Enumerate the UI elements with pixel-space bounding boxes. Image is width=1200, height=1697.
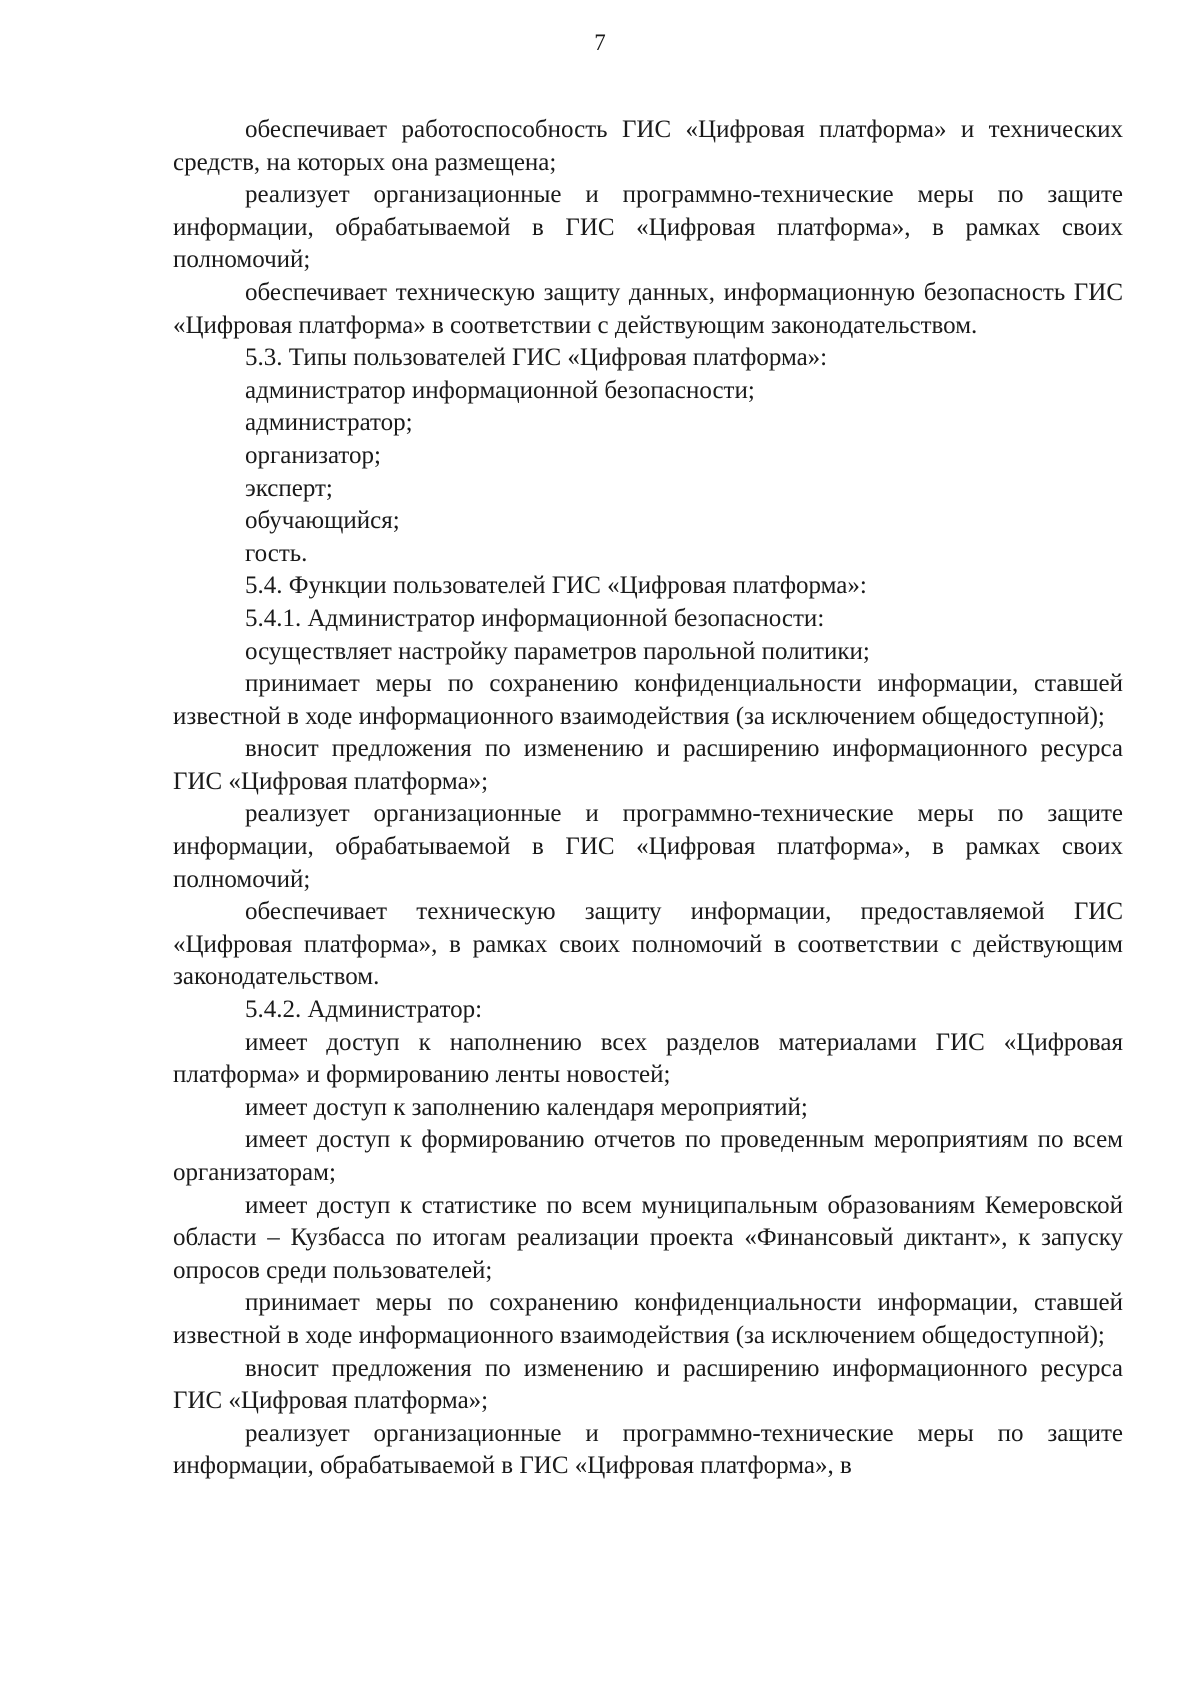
paragraph: имеет доступ к формированию отчетов по проведенным мероприятиям по всем организаторам; [173, 1126, 1123, 1186]
paragraph: вносит предложения по изменению и расширению информационного ресурса ГИС «Цифровая платформа»; [173, 735, 1123, 795]
page-number: 7 [594, 30, 606, 55]
paragraph: обеспечивает работоспособность ГИС «Цифровая платформа» и технических средств, на которых она размещена; [173, 116, 1123, 176]
paragraph: реализует организационные и программно-технические меры по защите информации, обрабатываемой в ГИС «Цифровая платформа», в [173, 1419, 1123, 1480]
paragraph: имеет доступ к наполнению всех разделов материалами ГИС «Цифровая платформа» и формированию ленты новостей; [173, 1028, 1123, 1089]
paragraph: принимает меры по сохранению конфиденциальности информации, ставшей известной в ходе информационного взаимодействия (за исключением общедоступной); [173, 1289, 1123, 1349]
subsection-heading: 5.4.1. Администратор информационной безопасности: [245, 604, 825, 632]
paragraph: обеспечивает техническую защиту данных, информационную безопасность ГИС «Цифровая платформа» в соответствии с действующим законодательством. [173, 278, 1123, 339]
paragraph: вносит предложения по изменению и расширению информационного ресурса ГИС «Цифровая платформа»; [173, 1354, 1123, 1415]
paragraph: имеет доступ к заполнению календаря мероприятий; [245, 1093, 808, 1121]
list-item: эксперт; [245, 474, 333, 502]
paragraph: реализует организационные и программно-технические меры по защите информации, обрабатываемой в ГИС «Цифровая платформа», в рамках своих полномочий; [173, 800, 1123, 893]
list-item: гость. [245, 539, 308, 567]
paragraph: имеет доступ к статистике по всем муниципальным образованиям Кемеровской области – Кузбасса по итогам реализации проекта «Финансовый диктант», к запуску опросов среди пользователей; [173, 1191, 1123, 1284]
paragraph: обеспечивает техническую защиту информации, предоставляемой ГИС «Цифровая платформа», в рамках своих полномочий в соответствии с действующим законодательством. [173, 898, 1123, 991]
subsection-heading: 5.4.2. Администратор: [245, 996, 483, 1024]
section-heading: 5.3. Типы пользователей ГИС «Цифровая платформа»: [245, 344, 828, 372]
list-item: обучающийся; [245, 507, 400, 535]
paragraph: осуществляет настройку параметров парольной политики; [245, 637, 870, 665]
paragraph: реализует организационные и программно-технические меры по защите информации, обрабатываемой в ГИС «Цифровая платформа», в рамках своих полномочий; [173, 181, 1123, 274]
paragraph: принимает меры по сохранению конфиденциальности информации, ставшей известной в ходе информационного взаимодействия (за исключением общедоступной); [173, 670, 1123, 730]
section-heading: 5.4. Функции пользователей ГИС «Цифровая платформа»: [245, 572, 867, 600]
document-body [173, 114, 1123, 1483]
list-item: организатор; [245, 441, 381, 469]
list-item: администратор информационной безопасности; [245, 376, 755, 404]
list-item: администратор; [245, 409, 413, 437]
